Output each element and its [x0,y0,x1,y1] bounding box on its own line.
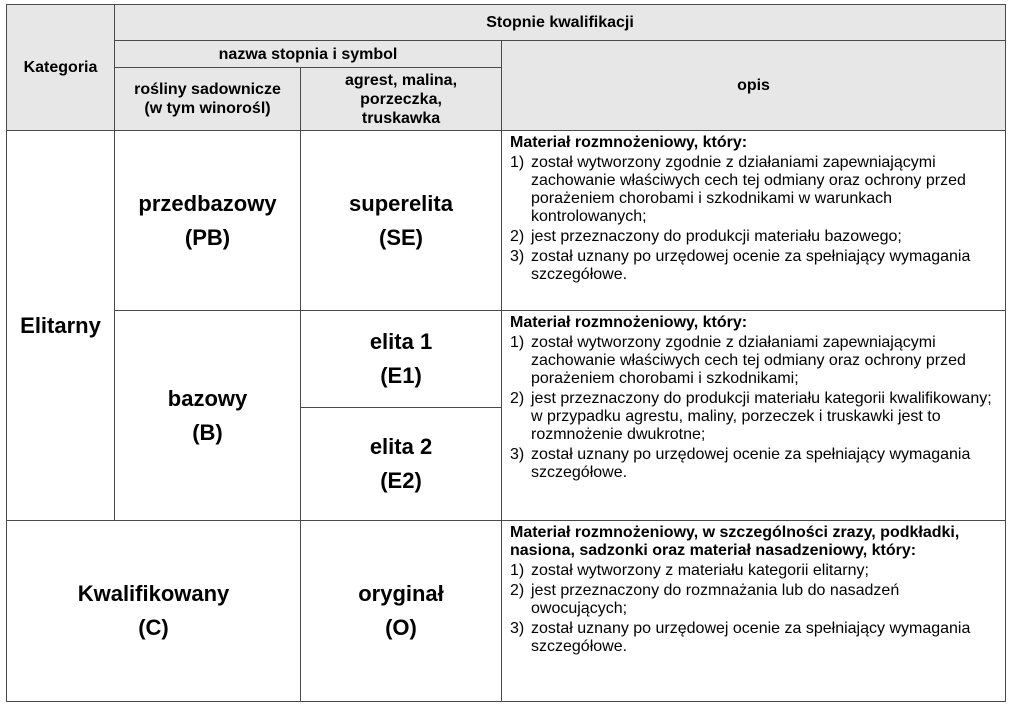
opis-item: 2) jest przeznaczony do rozmnażania lub do nasadzeń owocujących; [510,582,900,617]
header-kategoria: Kategoria [7,5,115,131]
opis-item: 2) jest przeznaczony do produkcji materiału kategorii kwalifikowany; w przypadku agrestu, maliny, porzeczek i truskawki jest to rozmnożenie dwukrotne; [510,390,992,443]
header-agrest-malina: agrest, malina, porzeczka, truskawka [301,68,502,131]
grade-elita-2: elita 2 (E2) [301,408,502,521]
category-elitarny: Elitarny [7,131,115,521]
opis-item: 1) został wytworzony zgodnie z działaniami zapewniającymi zachowanie właściwych cech tej odmiany oraz ochrony przed porażeniem chorobami i szkodnikami w warunkach kontrolowanych; [510,154,966,225]
opis-przedbazowy: Materiał rozmnożeniowy, który: 1) został wytworzony zgodnie z działaniami zapewniającymi zachowanie właściwych cech tej odmiany oraz ochrony przed porażeniem chorobami i szkodnikami w warunkach kontrolowanych; 2) jest przeznaczony do produkcji materiału bazowego; 3) został uznany po urzędowej ocenie za spełniający wymagania szczegółowe. [502,131,1006,311]
grade-bazowy: bazowy (B) [115,311,301,521]
opis-item: 3) został uznany po urzędowej ocenie za spełniający wymagania szczegółowe. [510,620,971,655]
opis-bazowy: Materiał rozmnożeniowy, który: 1) został wytworzony zgodnie z działaniami zapewniającymi zachowanie właściwych cech tej odmiany oraz ochrony przed porażeniem chorobami i szkodnikami; 2) jest przeznaczony do produkcji materiału kategorii kwalifikowany; w przypadku agrestu, maliny, porzeczek i truskawki jest to rozmnożenie dwukrotne; 3) został uznany po urzędowej ocenie za spełniający wymagania szczegółowe. [502,311,1006,521]
opis-kwalifikowany: Materiał rozmnożeniowy, w szczególności zrazy, podkładki, nasiona, sadzonki oraz materiał nasadzeniowy, który: 1) został wytworzony z materiału kategorii elitarny; 2) jest przeznaczony do rozmnażania lub do nasadzeń owocujących; 3) został uznany po urzędowej ocenie za spełniający wymagania szczegółowe. [502,521,1006,702]
grade-przedbazowy: przedbazowy (PB) [115,131,301,311]
header-opis: opis [502,41,1006,131]
header-stopnie: Stopnie kwalifikacji [115,5,1006,41]
row-kwalifikowany [7,521,1006,702]
opis-item: 1) został wytworzony zgodnie z działaniami zapewniającymi zachowanie właściwych cech tej odmiany oraz ochrony przed porażeniem chorobami i szkodnikami; [510,334,966,387]
grade-oryginal: oryginał (O) [301,521,502,702]
opis-item: 3) został uznany po urzędowej ocenie za spełniający wymagania szczegółowe. [510,446,971,481]
header-row-1 [7,5,1006,41]
category-kwalifikowany: Kwalifikowany (C) [7,521,301,702]
header-rosliny-sadownicze: rośliny sadownicze (w tym winorośl) [115,68,301,131]
opis-item: 3) został uznany po urzędowej ocenie za spełniający wymagania szczegółowe. [510,248,971,283]
grade-elita-1: elita 1 (E1) [301,311,502,408]
row-bazowy-e1 [7,311,1006,408]
opis-item: 1) został wytworzony z materiału kategorii elitarny; [510,562,869,579]
row-przedbazowy [7,131,1006,311]
opis-item: 2) jest przeznaczony do produkcji materiału bazowego; [510,228,902,245]
header-nazwa: nazwa stopnia i symbol [115,41,502,68]
grade-superelita: superelita (SE) [301,131,502,311]
header-row-2 [7,41,1006,68]
qualification-table [6,4,1006,702]
